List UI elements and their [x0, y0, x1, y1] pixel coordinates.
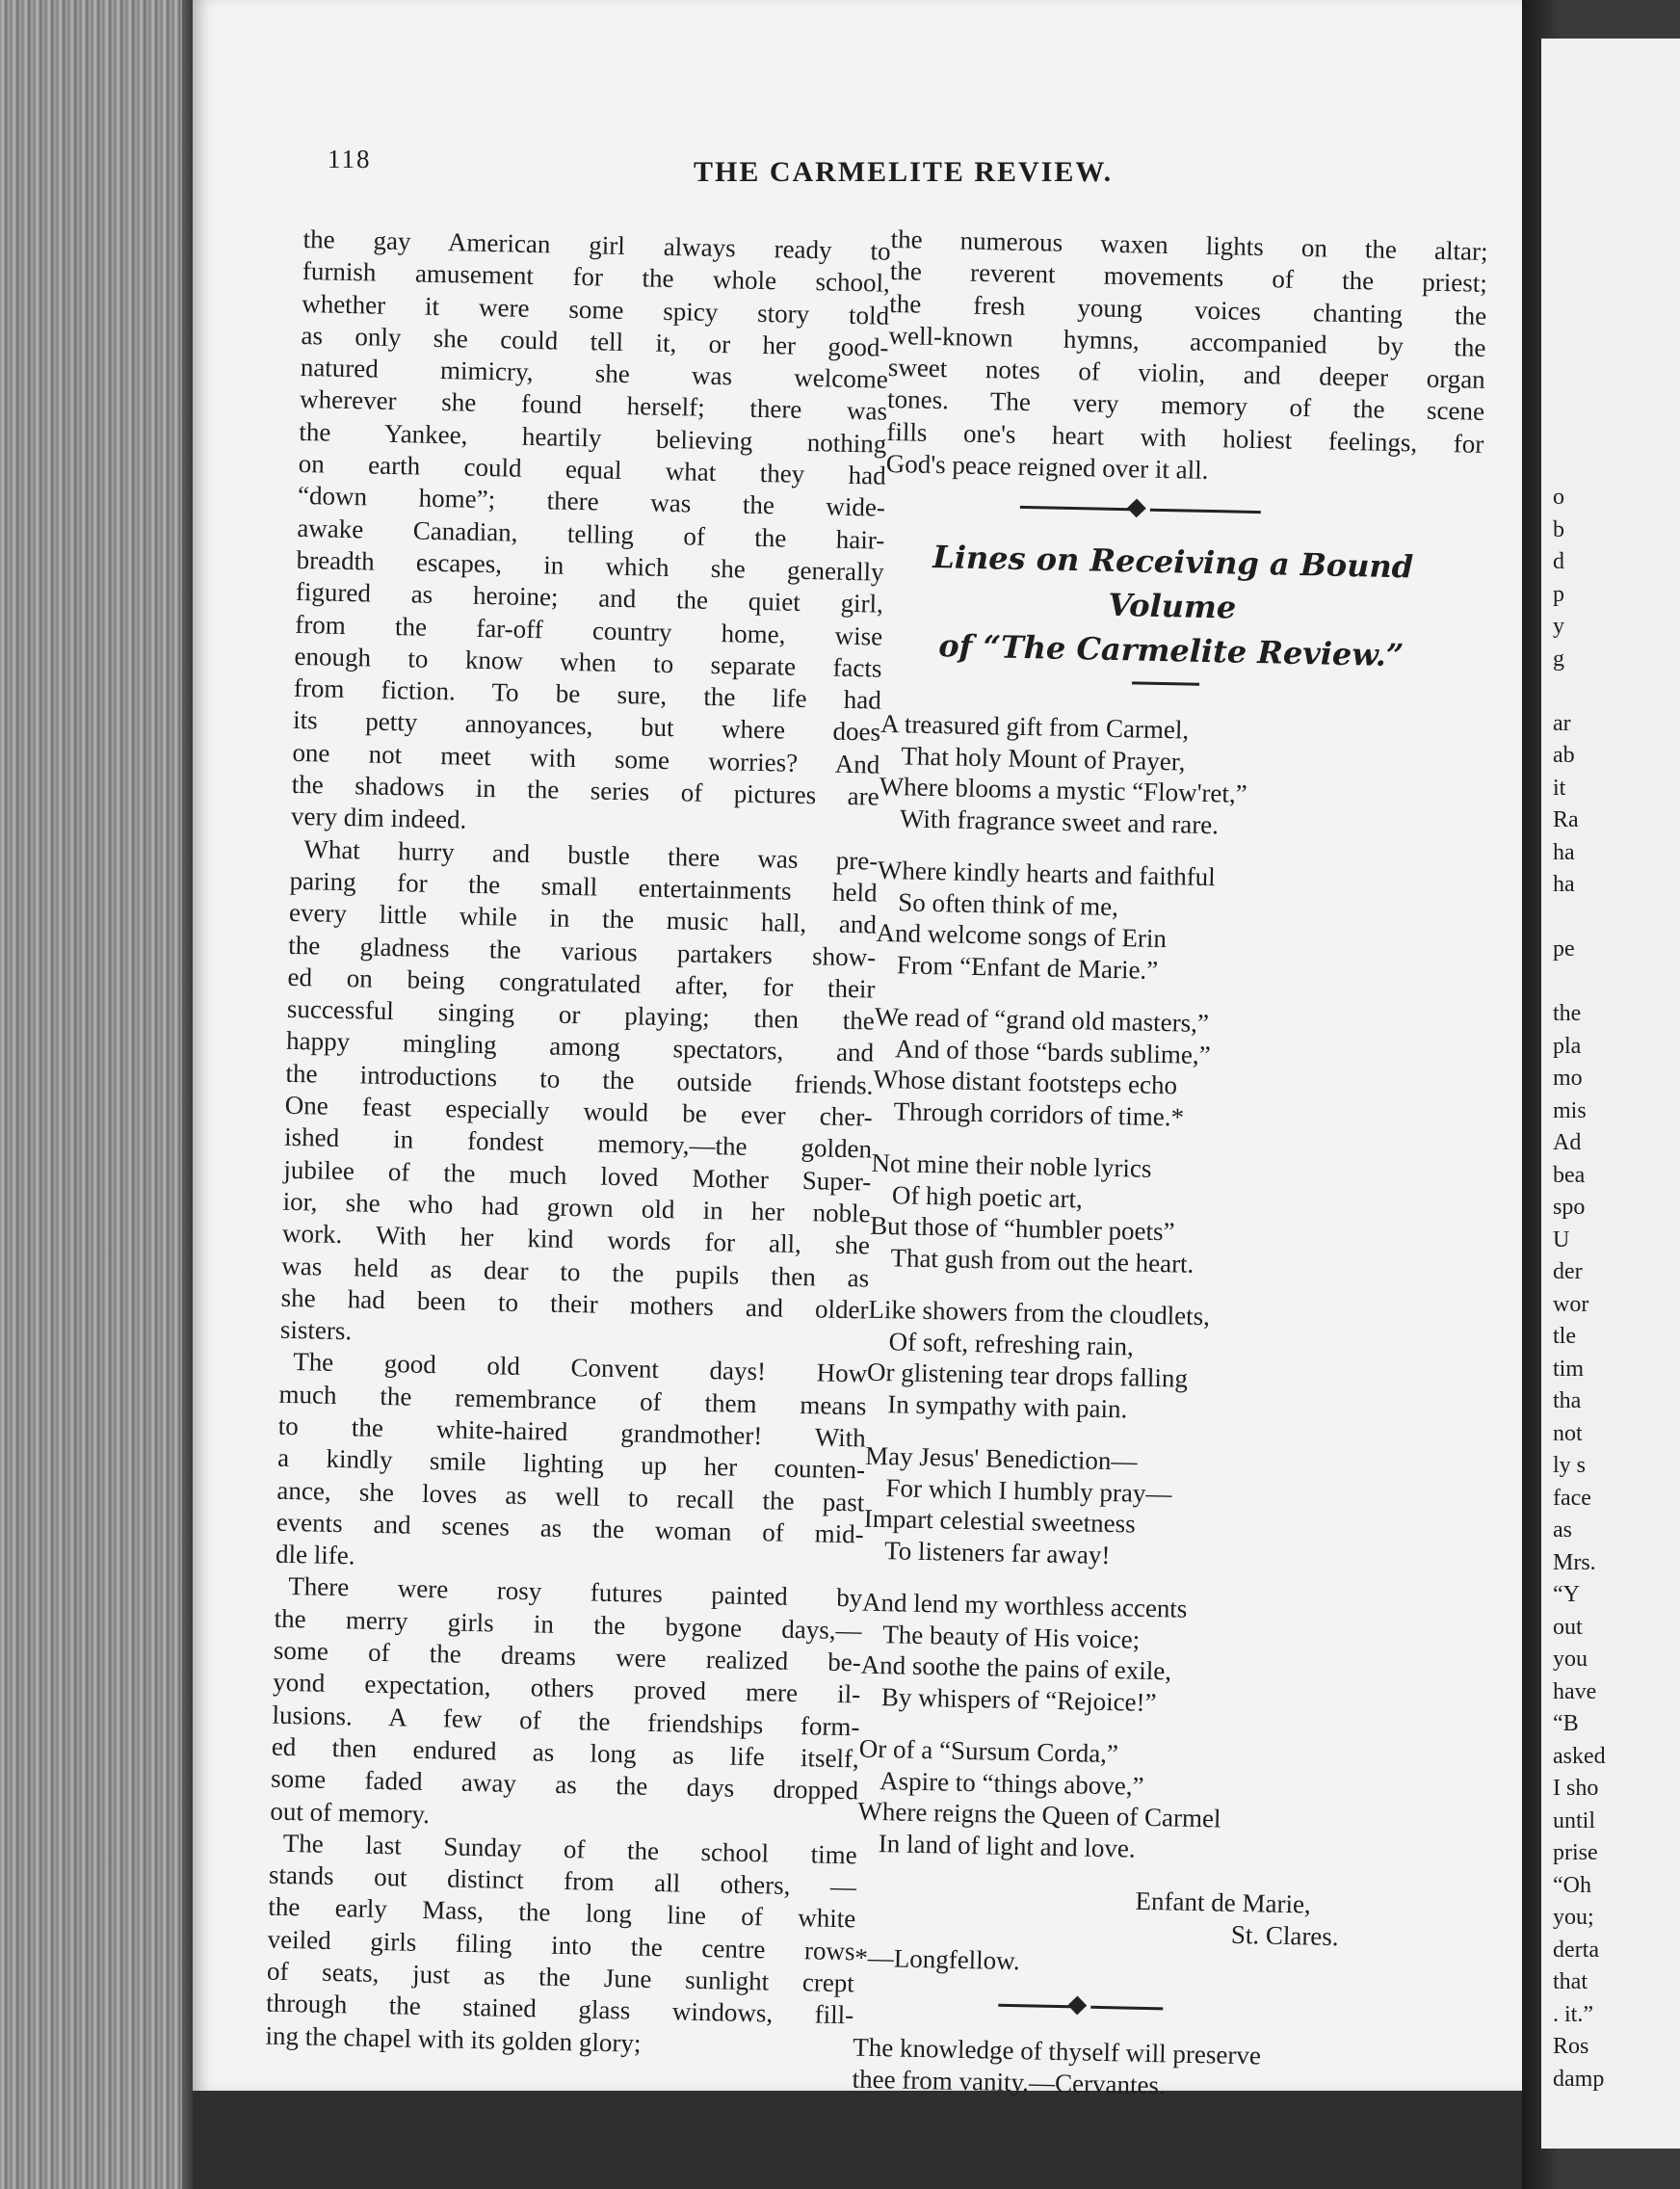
text-line: tones. The very memory of the scene — [886, 384, 1485, 427]
facing-page-fragment: until — [1553, 1807, 1596, 1833]
text-line: stands out distinct from all others, — — [268, 1859, 857, 1902]
poem-stanza — [860, 1587, 1460, 1725]
facing-page-fragment: mis — [1553, 1097, 1587, 1123]
text-line: to the white-haired grandmother! With — [277, 1411, 867, 1453]
facing-page-fragment: ha — [1553, 839, 1575, 865]
facing-page-fragment: spo — [1553, 1195, 1586, 1220]
text-line: the early Mass, the long line of white — [268, 1892, 856, 1934]
facing-page-fragment: “Oh — [1553, 1872, 1591, 1898]
text-line: every little while in the music hall, and — [288, 898, 878, 939]
ornament-divider — [884, 486, 1483, 537]
poem-line: From “Enfant de Marie.” — [896, 950, 1159, 985]
poem-title — [881, 534, 1462, 679]
poem-stanza — [866, 1294, 1466, 1432]
text-line: the gladness the various partakers show- — [288, 930, 877, 972]
text-line: ance, she loves as well to recall the past — [276, 1475, 865, 1517]
poem-stanza — [863, 1440, 1463, 1578]
poem-line: And lend my worthless accents — [861, 1588, 1188, 1624]
text-line: from fiction. To be sure, the life had — [293, 673, 882, 715]
text-line: on earth could equal what they had — [298, 449, 886, 490]
text-line: sweet notes of violin, and deeper organ — [887, 353, 1486, 395]
text-line: veiled girls filing into the centre rows — [267, 1924, 855, 1966]
book-page-edges — [0, 0, 197, 2189]
poem-line: In land of light and love. — [878, 1828, 1137, 1863]
poem-line: Aspire to “things above,” — [879, 1765, 1144, 1801]
facing-page-fragment: have — [1553, 1678, 1597, 1704]
facing-page-fragment: Ra — [1553, 807, 1579, 832]
quote-line: thee from vanity.—Cervantes. — [852, 2064, 1167, 2100]
right-column-prose — [885, 224, 1487, 492]
poem-line: Where reigns the Queen of Carmel — [857, 1797, 1221, 1833]
text-line: One feast especially would be ever cher- — [284, 1090, 874, 1132]
poem-line: Of high poetic art, — [891, 1180, 1084, 1214]
facing-page-fragment: pla — [1553, 1033, 1582, 1059]
text-line: lusions. A few of the friendships form- — [272, 1700, 860, 1742]
poem-line: And of those “bards sublime,” — [894, 1034, 1212, 1070]
poem-stanza — [876, 855, 1476, 992]
text-line: dle life. — [275, 1539, 355, 1570]
facing-page-fragment: U — [1553, 1226, 1570, 1253]
poem-body — [856, 708, 1478, 1871]
title-rule — [1132, 682, 1199, 686]
facing-page-fragment: ar — [1553, 710, 1571, 736]
facing-page-fragment: Ros — [1553, 2034, 1589, 2059]
text-line: happy mingling among spectators, and — [285, 1026, 875, 1068]
poem-line: Or of a “Sursum Corda,” — [858, 1734, 1119, 1769]
text-line: the fresh young voices chanting the — [888, 288, 1487, 330]
facing-page-fragment: ab — [1553, 743, 1575, 768]
text-line: its petty annoyances, but where does — [292, 705, 881, 748]
text-line: ior, she who had grown old in her noble — [282, 1186, 871, 1228]
text-line: the reverent movements of the priest; — [889, 256, 1488, 299]
poem-line: Where blooms a mystic “Flow'ret,” — [879, 772, 1248, 809]
text-line: God's peace reigned over it all. — [885, 449, 1209, 486]
text-line: through the stained glass windows, fill- — [265, 1988, 854, 2030]
facing-page-fragment: I sho — [1553, 1776, 1599, 1801]
page-number: 118 — [328, 145, 372, 173]
text-line: ed then endured as long as life itself, — [271, 1731, 860, 1774]
text-line: yond expectation, others proved mere il- — [272, 1668, 861, 1709]
facing-page-fragment: p — [1553, 581, 1564, 607]
poem-stanza — [879, 708, 1479, 846]
text-line: paring for the small entertainments held — [289, 865, 878, 908]
poem-stanza — [856, 1733, 1457, 1871]
facing-page-fragment: Mrs. — [1553, 1549, 1596, 1575]
text-line: The last Sunday of the school time — [282, 1828, 857, 1870]
poem-line: Whose distant footsteps echo — [873, 1065, 1178, 1100]
text-line: jubilee of the much loved Mother Super- — [283, 1154, 872, 1197]
poem-line: But those of “humbler poets” — [869, 1211, 1175, 1247]
poem-line: That holy Mount of Prayer, — [901, 741, 1186, 777]
text-line: The good old Convent days! How — [292, 1347, 868, 1388]
text-line: There were rosy futures painted by — [288, 1571, 863, 1613]
facing-page-fragment: tha — [1553, 1388, 1582, 1413]
facing-page-fragment: face — [1553, 1485, 1591, 1511]
poem-line: Or glistening tear drops falling — [866, 1358, 1189, 1394]
closing-quote — [852, 2031, 1450, 2108]
text-line: the numerous waxen lights on the altar; — [890, 224, 1488, 266]
poem-line: A treasured gift from Carmel, — [879, 709, 1190, 745]
facing-page-fragment: you — [1553, 1647, 1588, 1672]
poem-title-line-2: of “The Carmelite Review.” — [937, 627, 1404, 674]
poem-line: Impart celestial sweetness — [863, 1504, 1137, 1539]
poem-stanza — [869, 1147, 1469, 1285]
text-line: wherever she found herself; there was — [299, 384, 888, 427]
facing-page-fragment: mo — [1553, 1066, 1583, 1091]
running-head: THE CARMELITE REVIEW. — [694, 156, 1114, 188]
text-line: she had been to their mothers and older — [280, 1282, 869, 1325]
text-line: work. With her kind words for all, she — [281, 1218, 871, 1260]
book-page — [193, 0, 1522, 2100]
text-line: out of memory. — [270, 1796, 431, 1829]
text-line: “down home”; there was the wide- — [297, 481, 886, 523]
text-line: awake Canadian, telling of the hair- — [297, 513, 885, 555]
facing-page-fragment: tle — [1553, 1324, 1576, 1349]
text-line: breadth escapes, in which she generally — [296, 544, 884, 587]
facing-page-fragment: ha — [1553, 872, 1575, 897]
poem-line: Like showers from the cloudlets, — [868, 1295, 1211, 1332]
text-line: the merry girls in the bygone days,— — [274, 1603, 862, 1646]
text-line: some of the dreams were realized be- — [273, 1635, 862, 1677]
poem-line: Not mine their noble lyrics — [871, 1148, 1152, 1184]
poem-stanza — [872, 1001, 1472, 1139]
text-line: events and scenes as the woman of mid- — [276, 1507, 864, 1549]
poem-line: Where kindly hearts and faithful — [877, 856, 1217, 892]
facing-page-fragment: “Y — [1553, 1582, 1580, 1607]
poem-line: By whispers of “Rejoice!” — [880, 1682, 1157, 1717]
right-column — [852, 224, 1488, 2108]
text-line: well-known hymns, accompanied by the — [888, 320, 1486, 362]
text-line: was held as dear to the pupils then as — [281, 1251, 870, 1293]
text-line: natured mimicry, she was welcome — [300, 353, 889, 394]
facing-page-fragment: the — [1553, 1001, 1582, 1026]
text-line: the gay American girl always ready to — [302, 224, 891, 266]
facing-page-fragment: b — [1553, 516, 1564, 542]
poem-signature-place: St. Clares. — [1230, 1919, 1339, 1951]
facing-page-fragment: you; — [1553, 1905, 1594, 1930]
facing-page-fragment: “B — [1553, 1711, 1579, 1736]
facing-page-fragment: out — [1553, 1614, 1583, 1640]
ornament-divider-2 — [853, 1983, 1452, 2034]
text-line: the introductions to the outside friends. — [285, 1058, 874, 1100]
text-line: What hurry and bustle there was pre- — [303, 833, 879, 876]
facing-page-fragment: derta — [1553, 1937, 1599, 1963]
facing-page-fragment: wor — [1553, 1291, 1589, 1317]
poem-signature-name: Enfant de Marie, — [1135, 1886, 1312, 1919]
text-line: from the far-off country home, wise — [294, 609, 883, 651]
facing-page-fragment: it — [1553, 775, 1566, 801]
facing-page-fragment: pe — [1553, 936, 1575, 962]
poem-line: And soothe the pains of exile, — [860, 1650, 1172, 1686]
poem-line: For which I humbly pray— — [885, 1473, 1172, 1509]
text-line: one not meet with some worries? And — [292, 737, 880, 779]
text-line: the shadows in the series of pictures are — [291, 769, 879, 811]
poem-line: Through corridors of time.* — [893, 1096, 1185, 1132]
facing-page-fragment: not — [1553, 1420, 1583, 1446]
text-line: figured as heroine; and the quiet girl, — [295, 577, 884, 619]
poem-line: So often think of me, — [897, 887, 1119, 921]
facing-page-fragment: that — [1553, 1969, 1588, 1994]
facing-page-fragment: g — [1553, 646, 1564, 672]
poem-line: With fragrance sweet and rare. — [899, 804, 1220, 840]
text-line: the Yankee, heartily believing nothing — [299, 416, 887, 459]
facing-page-fragment: as — [1553, 1517, 1572, 1543]
facing-page-fragment: o — [1553, 485, 1564, 510]
facing-page-fragment: prise — [1553, 1840, 1598, 1865]
poem-line: We read of “grand old masters,” — [874, 1002, 1210, 1039]
facing-page-edge — [1541, 39, 1680, 2149]
text-line: successful singing or playing; then the — [286, 993, 876, 1036]
facing-page-fragment: damp — [1553, 2066, 1605, 2092]
poem-line: Of soft, refreshing rain, — [888, 1327, 1135, 1361]
text-line: ed on being congratulated after, for their — [287, 962, 876, 1004]
text-line: enough to know when to separate facts — [294, 641, 882, 683]
poem-line: May Jesus' Benediction— — [864, 1441, 1138, 1477]
facing-page-fragment: d — [1553, 549, 1564, 574]
facing-page-fragment: y — [1553, 614, 1564, 639]
poem-line: The beauty of His voice; — [882, 1620, 1141, 1654]
facing-page-fragment: ly s — [1553, 1453, 1587, 1478]
text-line: fills one's heart with holiest feelings, for — [886, 416, 1484, 459]
facing-page-fragment: tim — [1553, 1356, 1585, 1382]
text-line: whether it were some spicy story told — [301, 288, 890, 330]
poem-line: And welcome songs of Erin — [876, 918, 1168, 954]
quote-line: The knowledge of thyself will preserve — [853, 2032, 1262, 2070]
poem-line: That gush from out the heart. — [890, 1243, 1194, 1279]
text-line: sisters. — [279, 1314, 353, 1346]
facing-page-fragment: . it.” — [1553, 2001, 1593, 2027]
left-column — [265, 224, 891, 2064]
text-line: some faded away as the days dropped — [270, 1763, 859, 1806]
text-line: as only she could tell it, or her good- — [301, 320, 889, 362]
poem-footnote: *—Longfellow. — [853, 1942, 1021, 1976]
text-line: ing the chapel with its golden glory; — [265, 2020, 642, 2058]
text-line: very dim indeed. — [290, 802, 467, 835]
facing-page-fragment: der — [1553, 1259, 1583, 1284]
poem-title-line-1: Lines on Receiving a Bound Volume — [932, 539, 1414, 626]
facing-page-fragment: Ad — [1553, 1130, 1582, 1155]
text-line: of seats, just as the June sunlight crept — [266, 1956, 855, 1998]
facing-page-fragment: asked — [1553, 1743, 1606, 1769]
poem-line: To listeners far away! — [883, 1536, 1111, 1569]
text-line: much the remembrance of them means — [278, 1379, 867, 1421]
facing-page-fragment: bea — [1553, 1162, 1586, 1188]
text-line: a kindly smile lighting up her counten- — [276, 1443, 866, 1485]
text-line: furnish amusement for the whole school, — [302, 256, 891, 299]
text-line: ished in fondest memory,—the golden — [283, 1122, 873, 1164]
poem-line: In sympathy with pain. — [887, 1389, 1128, 1424]
